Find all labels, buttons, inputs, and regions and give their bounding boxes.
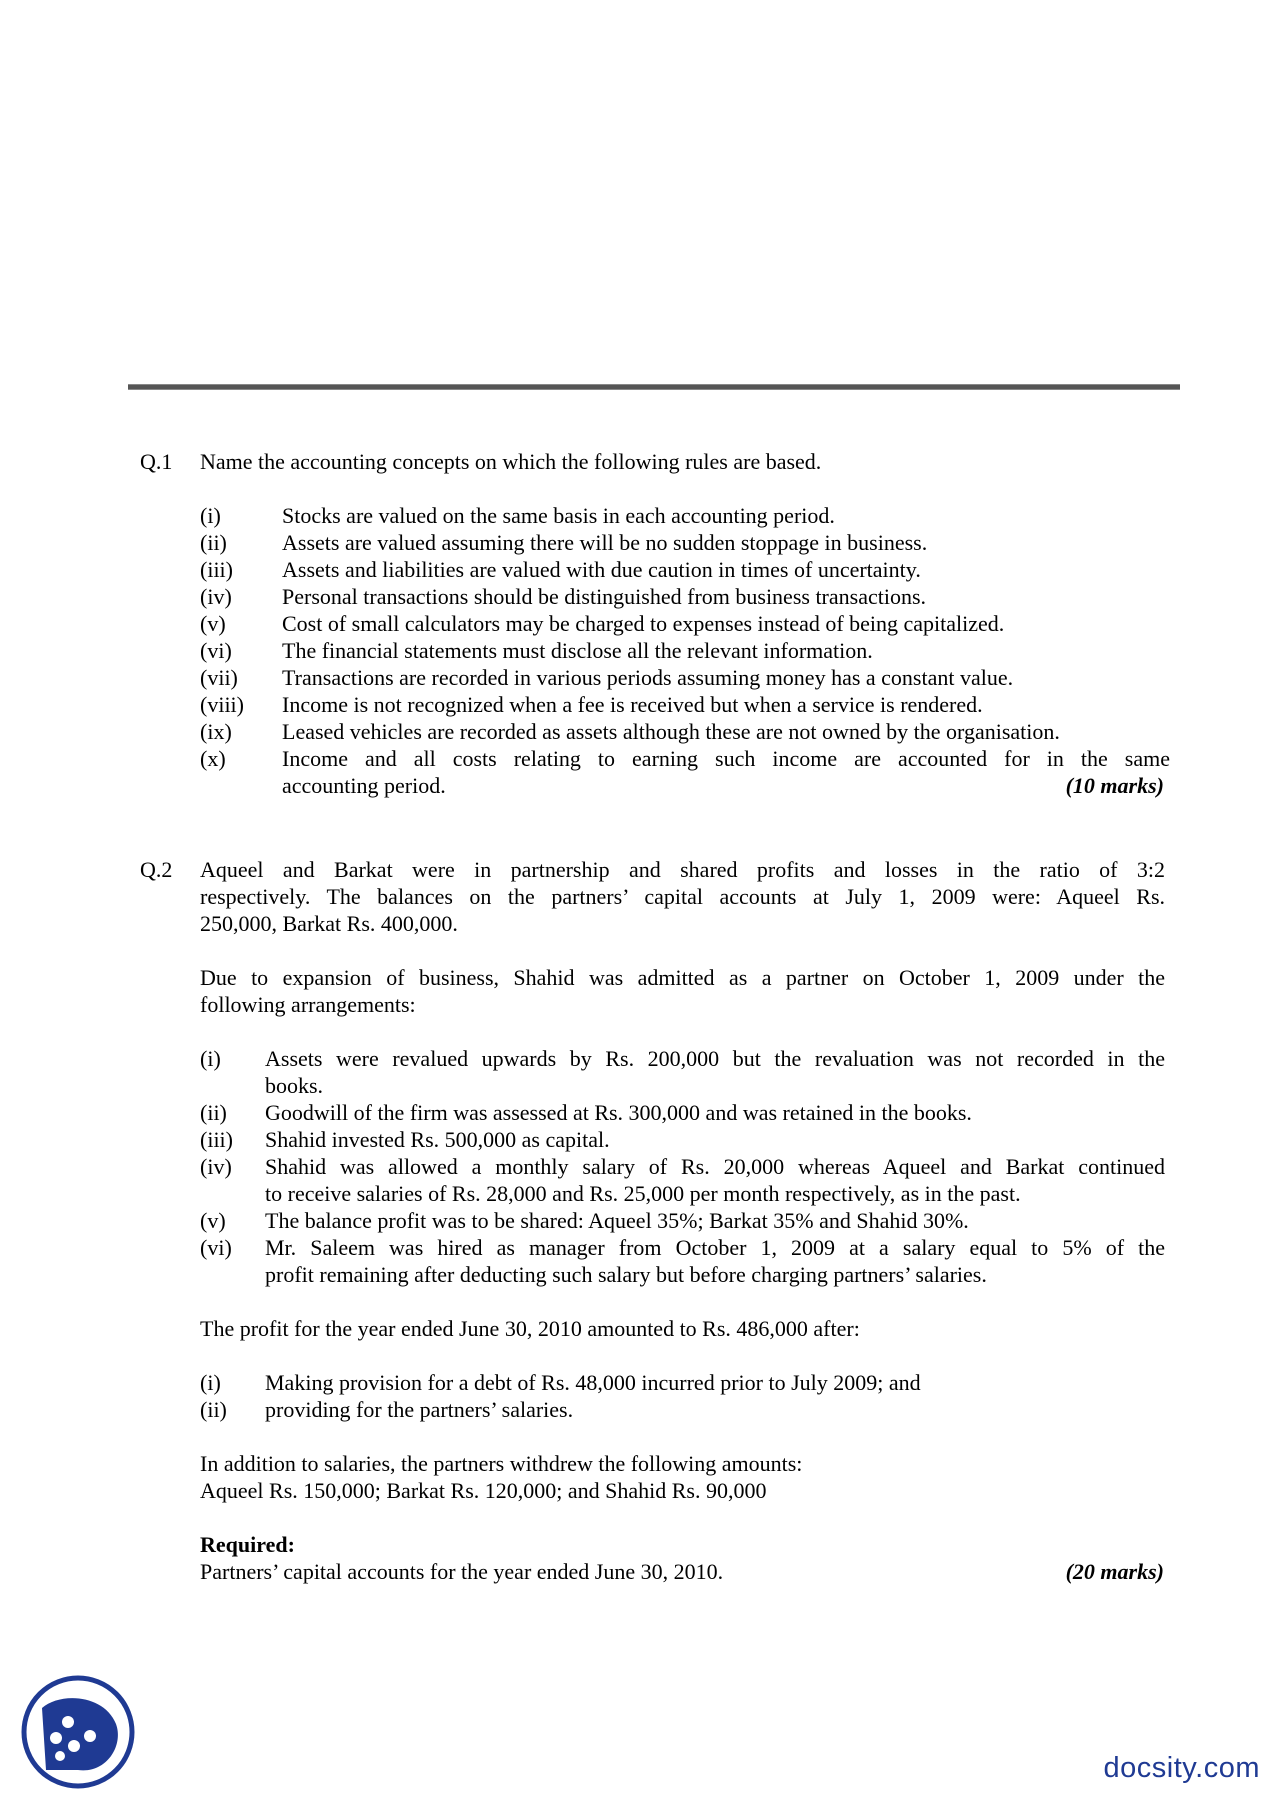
q1-item-text: Income is not recognized when a fee is received but when a service is rendered. [282, 692, 983, 717]
q1-prompt: Name the accounting concepts on which the following rules are based. [200, 449, 822, 474]
q2-intro-line: respectively. The balances on the partners’ capital accounts at July 1, 2009 were: Aqueel Rs. [200, 884, 1165, 909]
q2-item-num: (vi) [200, 1235, 232, 1260]
q2-required-label: Required: [200, 1532, 295, 1557]
q1-item-num: (ii) [200, 530, 227, 555]
q2-profit-line: The profit for the year ended June 30, 2010 amounted to Rs. 486,000 after: [200, 1316, 860, 1341]
q2-intro-line: Aqueel and Barkat were in partnership and shared profits and losses in the ratio of 3:2 [200, 857, 1165, 882]
q2-item-num: (iv) [200, 1154, 232, 1179]
q2-item-text: profit remaining after deducting such salary but before charging partners’ salaries. [265, 1262, 987, 1287]
q2-withdraw-line: Aqueel Rs. 150,000; Barkat Rs. 120,000; and Shahid Rs. 90,000 [200, 1478, 767, 1503]
q1-item-text: Income and all costs relating to earning such income are accounted for in the same [282, 746, 1170, 771]
q1-item-text: The financial statements must disclose all the relevant information. [282, 638, 873, 663]
q1-item-text: Leased vehicles are recorded as assets although these are not owned by the organisation. [282, 719, 1060, 744]
q1-item-num: (i) [200, 503, 221, 528]
q1-item-text: Stocks are valued on the same basis in each accounting period. [282, 503, 835, 528]
q1-marks: (10 marks) [1065, 773, 1164, 798]
q1-item-text: Transactions are recorded in various periods assuming money has a constant value. [282, 665, 1014, 690]
q2-para-line: following arrangements: [200, 992, 416, 1017]
q2-required-text: Partners’ capital accounts for the year ended June 30, 2010. [200, 1559, 724, 1584]
q2-item-text: books. [265, 1073, 324, 1098]
q1-item-text: Personal transactions should be distinguished from business transactions. [282, 584, 927, 609]
header-divider [128, 384, 1180, 390]
q2-number: Q.2 [140, 857, 173, 882]
q2-item-text: Assets were revalued upwards by Rs. 200,000 but the revaluation was not recorded in the [265, 1046, 1165, 1071]
docsity-brand[interactable]: docsity.com [1103, 1752, 1260, 1784]
q2-withdraw-line: In addition to salaries, the partners withdrew the following amounts: [200, 1451, 803, 1476]
q2-item-num: (iii) [200, 1127, 233, 1152]
q1-number: Q.1 [140, 449, 173, 474]
q1-item-num: (iv) [200, 584, 232, 609]
q1-item-text: Assets are valued assuming there will be no sudden stoppage in business. [282, 530, 928, 555]
q2-item-num: (ii) [200, 1100, 227, 1125]
q2-after-text: providing for the partners’ salaries. [265, 1397, 574, 1422]
q1-item-text: accounting period. [282, 773, 446, 798]
q2-item-text: to receive salaries of Rs. 28,000 and Rs. 25,000 per month respectively, as in the past. [265, 1181, 1021, 1206]
q2-item-text: Shahid invested Rs. 500,000 as capital. [265, 1127, 610, 1152]
q2-after-num: (ii) [200, 1397, 227, 1422]
q1-item-text: Cost of small calculators may be charged to expenses instead of being capitalized. [282, 611, 1005, 636]
q2-item-text: Shahid was allowed a monthly salary of Rs. 20,000 whereas Aqueel and Barkat continued [265, 1154, 1165, 1179]
q2-after-text: Making provision for a debt of Rs. 48,000 incurred prior to July 2009; and [265, 1370, 921, 1395]
q1-item-num: (viii) [200, 692, 244, 717]
q1-item-num: (iii) [200, 557, 233, 582]
q1-item-num: (v) [200, 611, 226, 636]
q2-after-num: (i) [200, 1370, 221, 1395]
q1-item-num: (vi) [200, 638, 232, 663]
q1-item-num: (ix) [200, 719, 232, 744]
q2-item-text: Mr. Saleem was hired as manager from October 1, 2009 at a salary equal to 5% of the [265, 1235, 1165, 1260]
q1-item-num: (x) [200, 746, 226, 771]
docsity-logo-icon [20, 1674, 136, 1790]
q2-item-num: (i) [200, 1046, 221, 1071]
q2-item-text: The balance profit was to be shared: Aqueel 35%; Barkat 35% and Shahid 30%. [265, 1208, 969, 1233]
q2-item-num: (v) [200, 1208, 226, 1233]
q1-item-num: (vii) [200, 665, 238, 690]
q2-marks: (20 marks) [1065, 1559, 1164, 1584]
q2-item-text: Goodwill of the firm was assessed at Rs. 300,000 and was retained in the books. [265, 1100, 972, 1125]
q1-item-text: Assets and liabilities are valued with due caution in times of uncertainty. [282, 557, 921, 582]
q2-para-line: Due to expansion of business, Shahid was admitted as a partner on October 1, 2009 under the [200, 965, 1165, 990]
q2-intro-line: 250,000, Barkat Rs. 400,000. [200, 911, 458, 936]
